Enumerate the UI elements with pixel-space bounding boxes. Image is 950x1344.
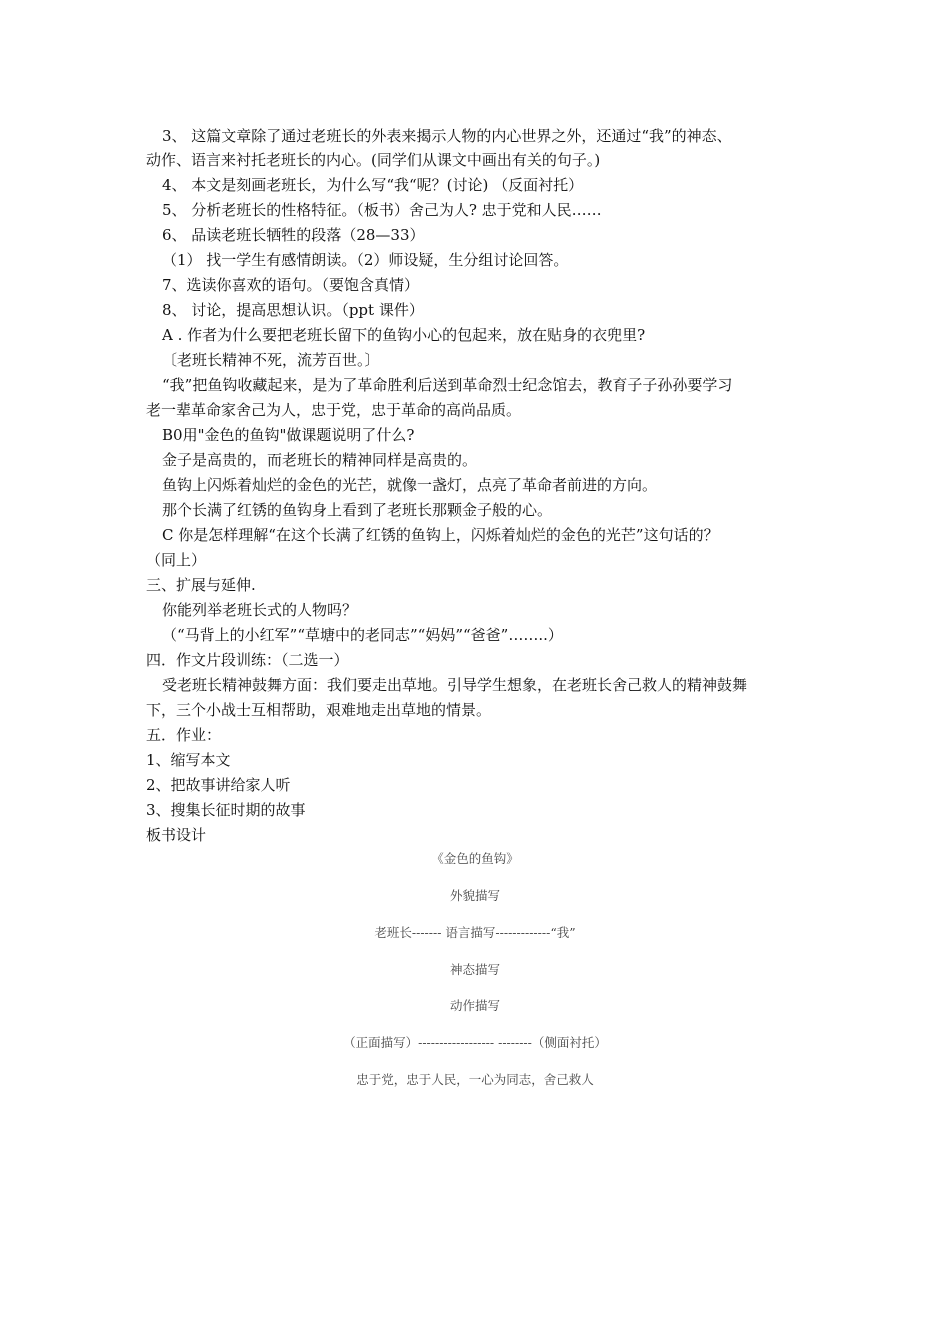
board-line: 动作描写 xyxy=(449,998,500,1013)
text-line: （1） 找一学生有感情朗读。（2）师设疑，生分组讨论回答。 xyxy=(162,251,569,269)
text-line: 3、 这篇文章除了通过老班长的外表来揭示人物的内心世界之外，还通过“我”的神态、 xyxy=(162,127,732,145)
board-title: 《金色的鱼钩》 xyxy=(431,851,519,866)
board-line: 神态描写 xyxy=(449,962,500,977)
section-heading: 板书设计 xyxy=(146,826,207,844)
text-line: 鱼钩上闪烁着灿烂的金色的光芒，就像一盏灯，点亮了革命者前进的方向。 xyxy=(162,476,658,494)
text-line: C 你是怎样理解“在这个长满了红锈的鱼钩上，闪烁着灿烂的金色的光芒”这句话的？ xyxy=(162,526,719,544)
text-line: 下，三个小战士互相帮助，艰难地走出草地的情景。 xyxy=(146,701,492,719)
text-line: 受老班长精神鼓舞方面：我们要走出草地。引导学生想象，在老班长舍己救人的精神鼓舞 xyxy=(162,676,748,694)
text-line: 3、搜集长征时期的故事 xyxy=(146,801,306,819)
text-line: 动作、语言来衬托老班长的内心。(同学们从课文中画出有关的句子。) xyxy=(146,151,601,169)
text-line: 金子是高贵的，而老班长的精神同样是高贵的。 xyxy=(162,451,478,469)
text-line: 8、 讨论，提高思想认识。（ppt 课件） xyxy=(162,301,424,319)
section-heading: 四．作文片段训练：（二选一） xyxy=(146,651,349,669)
text-line: 7、选读你喜欢的语句。（要饱含真情） xyxy=(162,276,420,294)
board-line: （正面描写）------------------ --------（侧面衬托） xyxy=(343,1035,607,1050)
section-heading: 五．作业： xyxy=(146,726,222,744)
text-line: 〔老班长精神不死，流芳百世。〕 xyxy=(162,351,380,369)
text-line: 6、 品读老班长牺牲的段落（28—33） xyxy=(162,226,425,244)
text-line: （“马背上的小红军”“草塘中的老同志”“妈妈”“爸爸”……..） xyxy=(162,626,563,644)
text-line: 4、 本文是刻画老班长，为什么写“我“呢？(讨论) （反面衬托） xyxy=(162,176,584,194)
text-line: 2、把故事讲给家人听 xyxy=(146,776,291,794)
text-line: B0用"金色的鱼钩"做课题说明了什么? xyxy=(162,426,415,444)
board-line: 忠于党，忠于人民，一心为同志，舍己救人 xyxy=(356,1072,594,1087)
board-line: 外貌描写 xyxy=(449,888,500,903)
text-line: 5、 分析老班长的性格特征。（板书）舍己为人? 忠于党和人民…… xyxy=(162,201,602,219)
text-line: 你能列举老班长式的人物吗？ xyxy=(162,601,358,619)
text-line: 1、缩写本文 xyxy=(146,751,231,769)
text-line: “我”把鱼钩收藏起来，是为了革命胜利后送到革命烈士纪念馆去，教育子子孙孙要学习 xyxy=(162,376,733,394)
board-line: 老班长------- 语言描写-------------“我” xyxy=(374,925,576,940)
text-line: A . 作者为什么要把老班长留下的鱼钩小心的包起来，放在贴身的衣兜里? xyxy=(162,326,646,344)
section-heading: 三、扩展与延伸. xyxy=(146,576,256,594)
text-line: 那个长满了红锈的鱼钩身上看到了老班长那颗金子般的心。 xyxy=(162,501,553,519)
text-line: （同上） xyxy=(146,551,207,569)
text-line: 老一辈革命家舍己为人，忠于党，忠于革命的高尚品质。 xyxy=(146,401,522,419)
